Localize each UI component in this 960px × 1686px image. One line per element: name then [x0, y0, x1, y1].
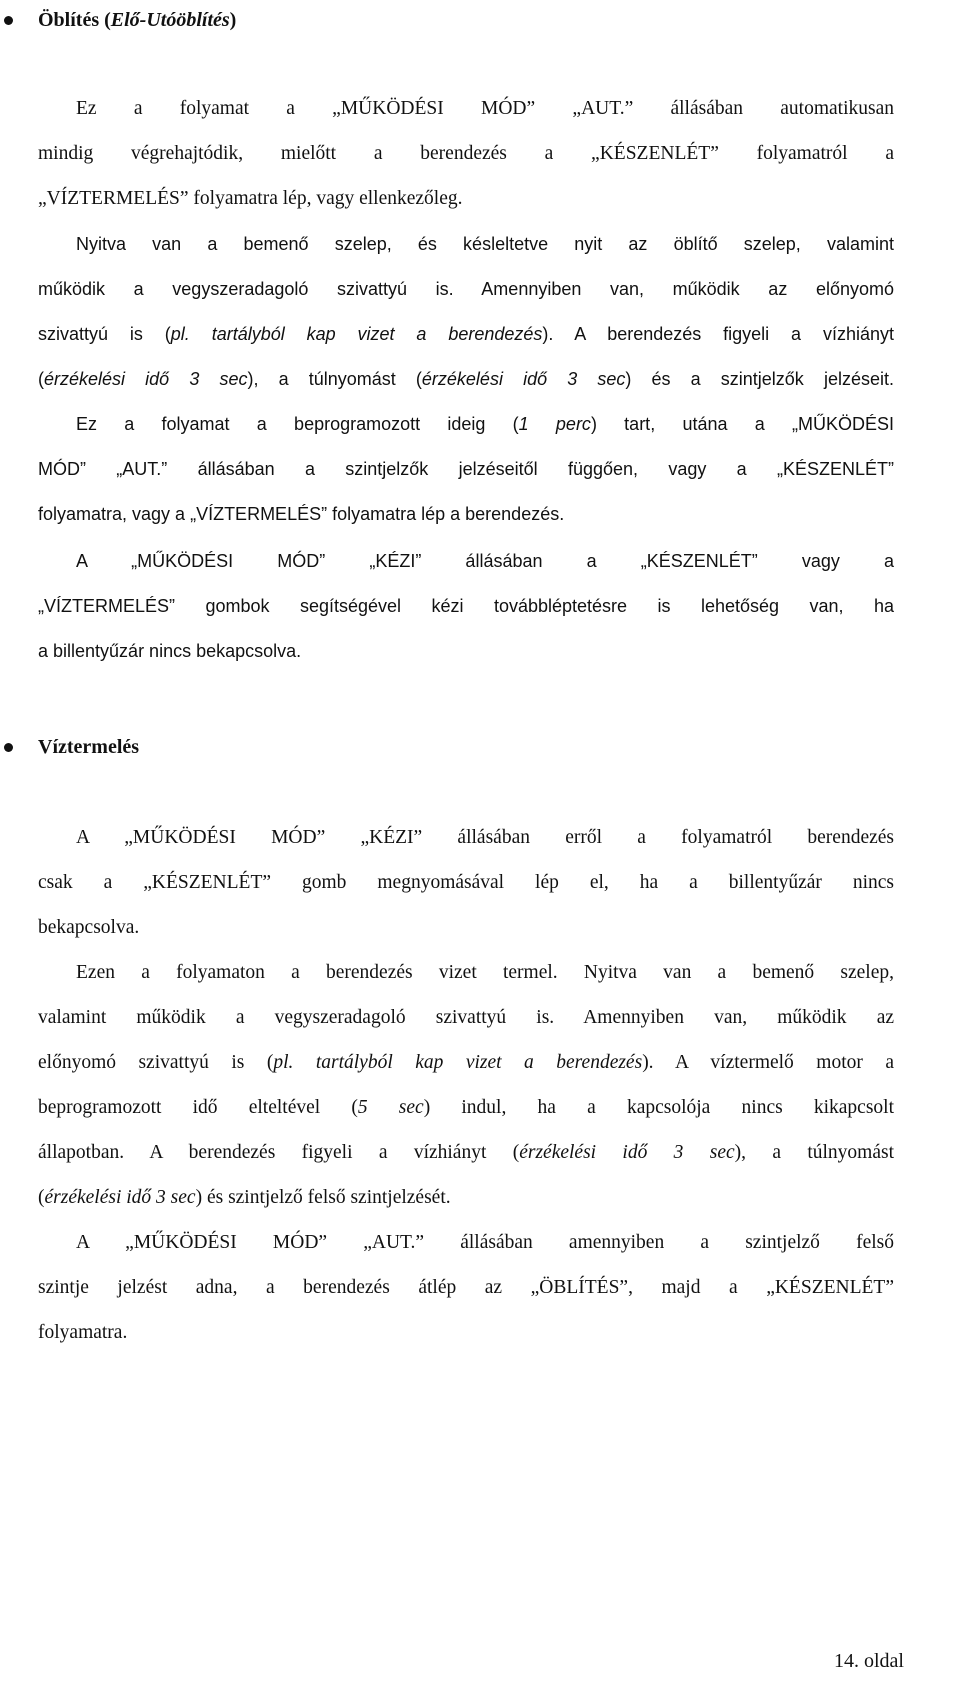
page-number: 14. oldal	[834, 1650, 904, 1672]
p1-line-2: mindig végrehajtódik, mielőtt a berendezés a „KÉSZENLÉT” folyamatról a	[38, 143, 894, 164]
p4-line-2: „VÍZTERMELÉS” gombok segítségével kézi továbbléptetésre is lehetőség van, ha	[38, 596, 894, 616]
p6-line-5: állapotban. A berendezés figyeli a vízhiányt (érzékelési idő 3 sec), a túlnyomást	[38, 1142, 894, 1163]
section-heading-viztermeles	[0, 733, 960, 763]
section-title: Öblítés (Elő-Utóöblítés)	[38, 9, 237, 31]
p4-line-1: A „MŰKÖDÉSI MÓD” „KÉZI” állásában a „KÉSZENLÉT” vagy a	[76, 551, 894, 571]
p1-line-3: „VÍZTERMELÉS” folyamatra lép, vagy ellenkezőleg.	[38, 188, 463, 209]
p6-line-1: Ezen a folyamaton a berendezés vizet termel. Nyitva van a bemenő szelep,	[76, 962, 894, 983]
p3-line-3: folyamatra, vagy a „VÍZTERMELÉS” folyamatra lép a berendezés.	[38, 504, 565, 524]
p4-line-3: a billentyűzár nincs bekapcsolva.	[38, 641, 302, 661]
section-heading-oblites	[0, 6, 960, 36]
p3-line-1: Ez a folyamat a beprogramozott ideig (1 perc) tart, utána a „MŰKÖDÉSI	[76, 414, 894, 434]
p6-line-3: előnyomó szivattyú is (pl. tartályból kap vizet a berendezés). A víztermelő motor a	[38, 1052, 894, 1073]
p7-line-2: szintje jelzést adna, a berendezés átlép az „ÖBLÍTÉS”, majd a „KÉSZENLÉT”	[38, 1277, 894, 1298]
p6-line-4: beprogramozott idő elteltével (5 sec) indul, ha a kapcsolója nincs kikapcsolt	[38, 1097, 895, 1118]
p1-line-1: Ez a folyamat a „MŰKÖDÉSI MÓD” „AUT.” állásában automatikusan	[76, 98, 894, 119]
p5-line-2: csak a „KÉSZENLÉT” gomb megnyomásával lép el, ha a billentyűzár nincs	[38, 872, 894, 893]
p2-line-2: működik a vegyszeradagoló szivattyú is. Amennyiben van, működik az előnyomó	[38, 279, 894, 299]
section-title: Víztermelés	[38, 736, 140, 758]
p2-line-4: (érzékelési idő 3 sec), a túlnyomást (érzékelési idő 3 sec) és a szintjelzők jelzéseit.	[38, 369, 894, 389]
p6-line-2: valamint működik a vegyszeradagoló szivattyú is. Amennyiben van, működik az	[38, 1007, 894, 1028]
p6-line-6: (érzékelési idő 3 sec) és szintjelző felső szintjelzését.	[38, 1187, 451, 1208]
bullet-icon	[4, 743, 13, 752]
p5-line-1: A „MŰKÖDÉSI MÓD” „KÉZI” állásában erről a folyamatról berendezés	[76, 827, 894, 848]
p2-line-1: Nyitva van a bemenő szelep, és késleltetve nyit az öblítő szelep, valamint	[76, 234, 894, 254]
p2-line-3: szivattyú is (pl. tartályból kap vizet a berendezés). A berendezés figyeli a vízhiányt	[38, 324, 894, 344]
p5-line-3: bekapcsolva.	[38, 917, 140, 938]
p7-line-1: A „MŰKÖDÉSI MÓD” „AUT.” állásában amennyiben a szintjelző felső	[76, 1232, 894, 1253]
bullet-icon	[4, 16, 13, 25]
p7-line-3: folyamatra.	[38, 1322, 128, 1343]
p3-line-2: MÓD” „AUT.” állásában a szintjelzők jelzéseitől függően, vagy a „KÉSZENLÉT”	[38, 459, 894, 479]
